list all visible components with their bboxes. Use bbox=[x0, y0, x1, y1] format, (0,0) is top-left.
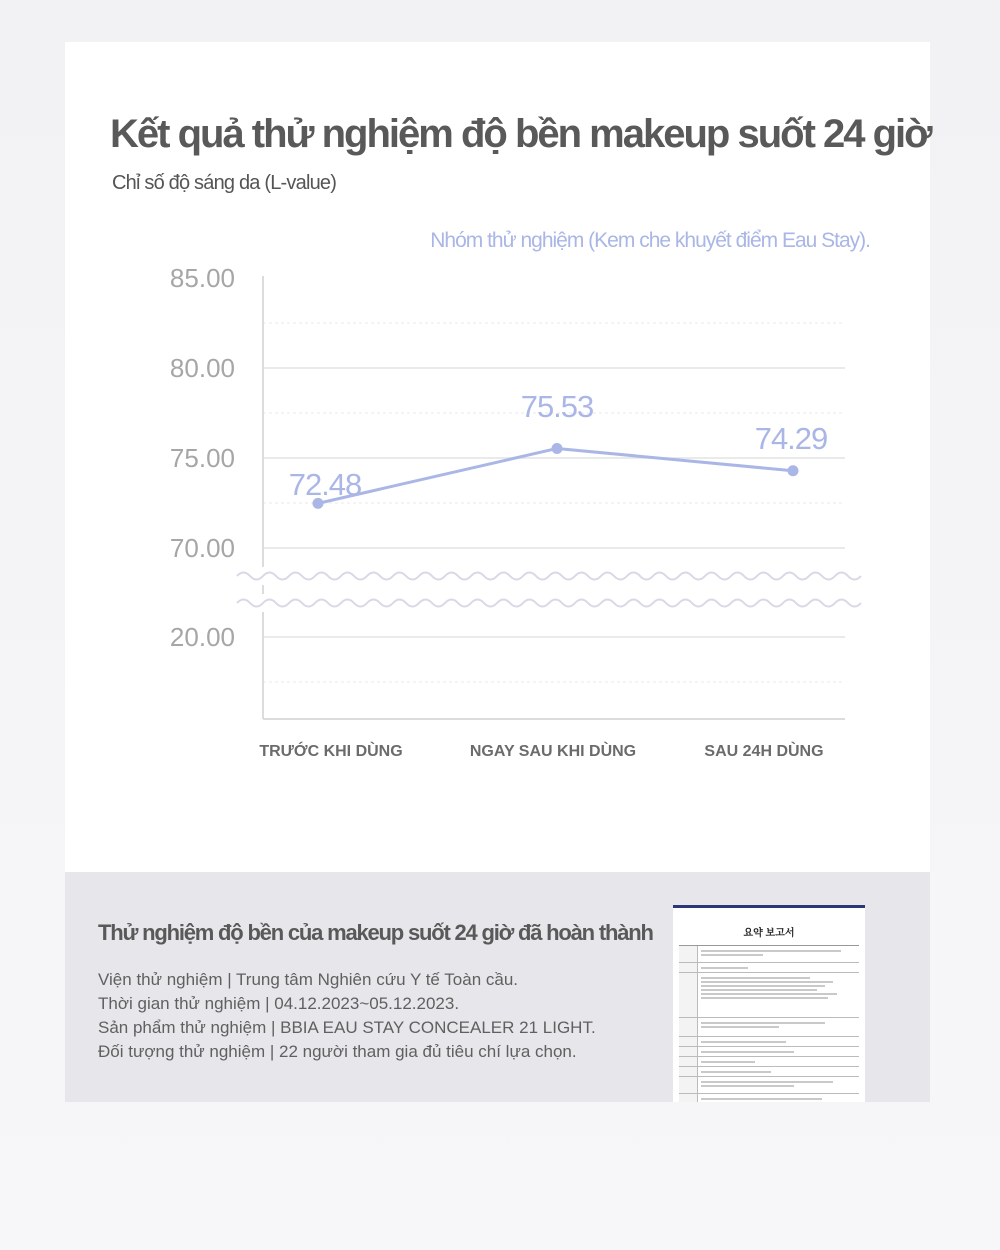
info-line-period: Thời gian thử nghiệm | 04.12.2023~05.12.2023. bbox=[98, 994, 460, 1013]
x-tick-label: SAU 24H DÙNG bbox=[704, 743, 824, 760]
x-tick-label: TRƯỚC KHI DÙNG bbox=[259, 743, 403, 760]
page-title: Kết quả thử nghiệm độ bền makeup suốt 24 giờ bbox=[110, 112, 931, 156]
legend-entry: Nhóm thử nghiệm (Kem che khuyết điểm Eau Stay). bbox=[430, 229, 870, 252]
chart-subtitle: Chỉ số độ sáng da (L-value) bbox=[112, 172, 337, 194]
x-tick-label: NGAY SAU KHI DÙNG bbox=[469, 743, 637, 760]
data-point bbox=[552, 443, 563, 454]
y-tick-label: 80.00 bbox=[169, 353, 235, 383]
series-line bbox=[318, 448, 793, 503]
y-tick-label: 20.00 bbox=[169, 622, 235, 652]
data-point bbox=[788, 465, 799, 476]
y-tick-label: 85.00 bbox=[169, 263, 235, 293]
report-document-thumbnail bbox=[673, 905, 865, 1102]
data-label: 75.53 bbox=[520, 389, 594, 424]
report-title: 요약 보고서 bbox=[743, 928, 795, 939]
report-table bbox=[679, 945, 859, 1102]
info-line-subjects: Đối tượng thử nghiệm | 22 người tham gia đủ tiêu chí lựa chọn. bbox=[98, 1042, 577, 1061]
data-label: 72.48 bbox=[288, 467, 362, 502]
y-tick-label: 75.00 bbox=[169, 443, 235, 473]
info-line-institute: Viện thử nghiệm | Trung tâm Nghiên cứu Y tế Toàn cầu. bbox=[98, 970, 519, 989]
y-tick-label: 70.00 bbox=[169, 533, 235, 563]
info-panel bbox=[65, 872, 930, 1102]
info-title: Thử nghiệm độ bền của makeup suốt 24 giờ đã hoàn thành bbox=[98, 920, 653, 945]
info-line-product: Sản phẩm thử nghiệm | BBIA EAU STAY CONCEALER 21 LIGHT. bbox=[98, 1018, 596, 1037]
data-label: 74.29 bbox=[754, 421, 828, 456]
info-lines bbox=[98, 968, 596, 1064]
